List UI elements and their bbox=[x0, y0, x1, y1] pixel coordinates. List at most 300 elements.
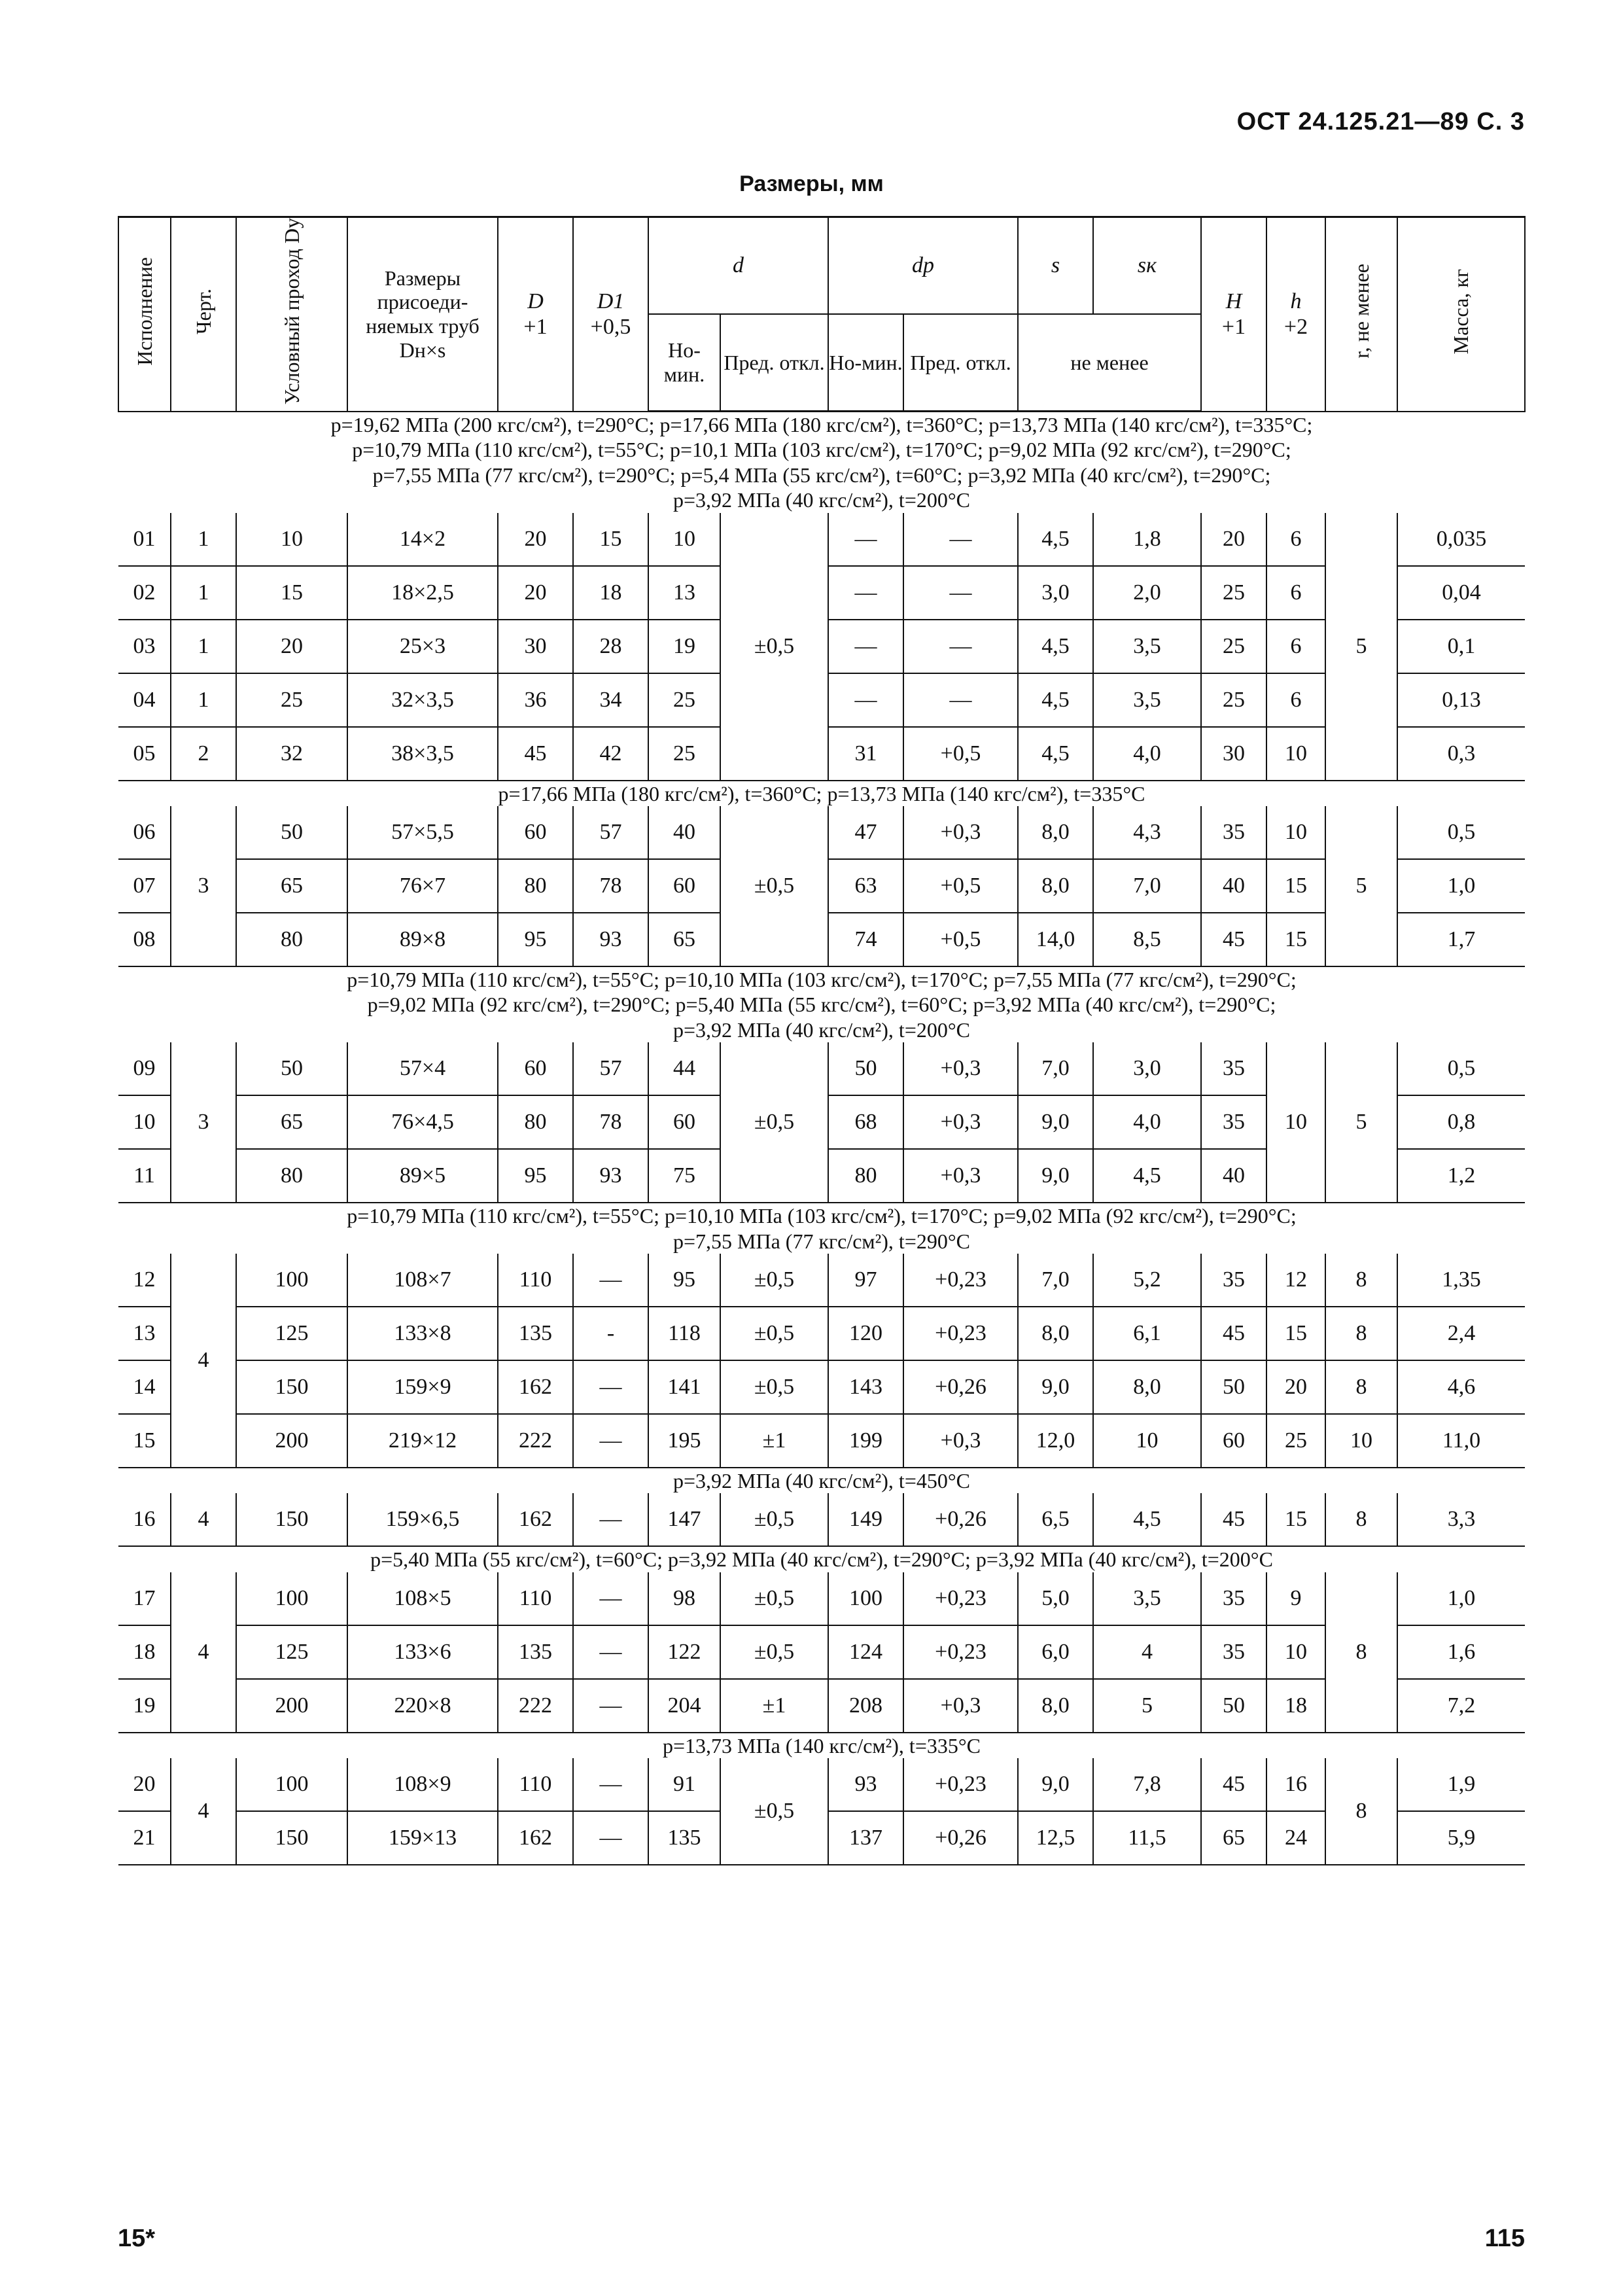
cell-col-6: 25 bbox=[648, 673, 720, 727]
group-condition bbox=[118, 966, 1525, 1042]
condition-line: p=10,79 МПа (110 кгс/см²), t=55°С; p=10,1 МПа (103 кгс/см²), t=170°С; p=9,02 МПа (92 кгс/см²), t=290°С; bbox=[352, 438, 1291, 462]
cell-col-10: 7,0 bbox=[1018, 1042, 1093, 1095]
cell-col-7: ±0,5 bbox=[720, 1254, 828, 1307]
cell-col-8: 124 bbox=[828, 1625, 903, 1679]
cell-col-10: 7,0 bbox=[1018, 1254, 1093, 1307]
cell-col-0: 09 bbox=[118, 1042, 171, 1095]
condition-line: p=7,55 МПа (77 кгс/см²), t=290°С; p=5,4 МПа (55 кгс/см²), t=60°С; p=3,92 МПа (40 кгс/см²), t=290°С; bbox=[372, 463, 1271, 487]
cell-col-3: 159×9 bbox=[347, 1360, 498, 1414]
cell-col-12: 35 bbox=[1201, 1042, 1266, 1095]
cell-col-8: 31 bbox=[828, 727, 903, 781]
cell-col-15: 1,7 bbox=[1397, 913, 1525, 966]
cell-col-5: — bbox=[573, 1254, 648, 1307]
cell-col-12: 25 bbox=[1201, 673, 1266, 727]
cell-col-11: 4,0 bbox=[1093, 727, 1201, 781]
cell-col-2: 10 bbox=[236, 513, 347, 566]
cell-col-12: 40 bbox=[1201, 859, 1266, 913]
cell-col-15: 0,1 bbox=[1397, 620, 1525, 673]
cell-col-10: 4,5 bbox=[1018, 620, 1093, 673]
cell-col-6: 65 bbox=[648, 913, 720, 966]
cell-col-12: 45 bbox=[1201, 913, 1266, 966]
cell-col-6: 44 bbox=[648, 1042, 720, 1095]
cell-col-15: 1,2 bbox=[1397, 1149, 1525, 1203]
table-header bbox=[118, 217, 1525, 412]
cell-col-0: 15 bbox=[118, 1414, 171, 1468]
cell-col-4: 162 bbox=[498, 1811, 573, 1865]
header-s: s bbox=[1018, 217, 1093, 315]
cell-col-2: 50 bbox=[236, 806, 347, 859]
cell-col-6: 204 bbox=[648, 1679, 720, 1733]
footer-page-number: 115 bbox=[1484, 2225, 1525, 2252]
cell-col-5: — bbox=[573, 1679, 648, 1733]
cell-col-10: 4,5 bbox=[1018, 673, 1093, 727]
cell-col-2: 125 bbox=[236, 1307, 347, 1360]
cell-col-6: 13 bbox=[648, 566, 720, 620]
group-condition bbox=[118, 781, 1525, 806]
cell-col-2: 200 bbox=[236, 1414, 347, 1468]
header-D bbox=[498, 217, 573, 412]
cell-col-2: 100 bbox=[236, 1254, 347, 1307]
cell-col-10: 9,0 bbox=[1018, 1360, 1093, 1414]
cell-col-10: 14,0 bbox=[1018, 913, 1093, 966]
cell-col-9: +0,3 bbox=[903, 1149, 1018, 1203]
header-dp: dр bbox=[828, 217, 1018, 315]
cell-col-5: 18 bbox=[573, 566, 648, 620]
cell-col-4: 162 bbox=[498, 1360, 573, 1414]
cell-col-13: 15 bbox=[1266, 1307, 1325, 1360]
cell-col-12: 50 bbox=[1201, 1679, 1266, 1733]
cell-col-9: +0,23 bbox=[903, 1572, 1018, 1625]
cell-col-0: 11 bbox=[118, 1149, 171, 1203]
cell-col-15: 3,3 bbox=[1397, 1493, 1525, 1546]
cell-col-2: 150 bbox=[236, 1811, 347, 1865]
cell-col-4: 80 bbox=[498, 1095, 573, 1149]
cell-col-0: 02 bbox=[118, 566, 171, 620]
cell-col-14: 5 bbox=[1325, 513, 1397, 781]
condition-line: p=3,92 МПа (40 кгс/см²), t=200°С bbox=[672, 488, 970, 512]
cell-col-7: ±0,5 bbox=[720, 1572, 828, 1625]
cell-col-6: 195 bbox=[648, 1414, 720, 1468]
cell-col-10: 5,0 bbox=[1018, 1572, 1093, 1625]
cell-col-10: 8,0 bbox=[1018, 859, 1093, 913]
cell-col-15: 5,9 bbox=[1397, 1811, 1525, 1865]
cell-col-13: 10 bbox=[1266, 806, 1325, 859]
cell-col-12: 35 bbox=[1201, 1625, 1266, 1679]
cell-col-4: 36 bbox=[498, 673, 573, 727]
header-sk: sк bbox=[1093, 217, 1201, 315]
cell-col-2: 150 bbox=[236, 1493, 347, 1546]
cell-col-10: 8,0 bbox=[1018, 806, 1093, 859]
header-d-pred: Пред. откл. bbox=[720, 314, 828, 412]
cell-col-0: 14 bbox=[118, 1360, 171, 1414]
cell-col-4: 110 bbox=[498, 1758, 573, 1811]
cell-col-9: +0,3 bbox=[903, 1414, 1018, 1468]
cell-col-5: — bbox=[573, 1758, 648, 1811]
cell-col-12: 35 bbox=[1201, 1095, 1266, 1149]
cell-col-8: 74 bbox=[828, 913, 903, 966]
cell-col-10: 9,0 bbox=[1018, 1758, 1093, 1811]
cell-col-9: +0,23 bbox=[903, 1625, 1018, 1679]
table-caption: Размеры, мм bbox=[739, 171, 884, 196]
cell-col-13: 10 bbox=[1266, 1042, 1325, 1203]
cell-col-2: 20 bbox=[236, 620, 347, 673]
cell-col-5: — bbox=[573, 1572, 648, 1625]
cell-col-2: 80 bbox=[236, 1149, 347, 1203]
cell-col-5: 78 bbox=[573, 1095, 648, 1149]
cell-col-10: 9,0 bbox=[1018, 1149, 1093, 1203]
cell-col-6: 60 bbox=[648, 859, 720, 913]
group-condition bbox=[118, 1468, 1525, 1493]
cell-col-0: 01 bbox=[118, 513, 171, 566]
cell-col-9: — bbox=[903, 513, 1018, 566]
table-row bbox=[118, 513, 1525, 566]
cell-col-13: 18 bbox=[1266, 1679, 1325, 1733]
cell-col-6: 75 bbox=[648, 1149, 720, 1203]
cell-col-14: 8 bbox=[1325, 1493, 1397, 1546]
cell-col-2: 150 bbox=[236, 1360, 347, 1414]
header-razmery-trub: Размеры присоеди-няемых труб Dн×s bbox=[347, 217, 498, 412]
header-chert: Черт. bbox=[171, 217, 236, 412]
cell-col-12: 40 bbox=[1201, 1149, 1266, 1203]
cell-col-3: 76×7 bbox=[347, 859, 498, 913]
group-condition bbox=[118, 1733, 1525, 1758]
cell-col-15: 0,13 bbox=[1397, 673, 1525, 727]
header-uslovny-prohod: Условный проход Dу bbox=[236, 217, 347, 412]
cell-col-1: 2 bbox=[171, 727, 236, 781]
cell-col-11: 4 bbox=[1093, 1625, 1201, 1679]
cell-col-12: 25 bbox=[1201, 620, 1266, 673]
cell-col-5: 28 bbox=[573, 620, 648, 673]
dimensions-table bbox=[118, 216, 1526, 1865]
cell-col-2: 65 bbox=[236, 1095, 347, 1149]
cell-col-15: 0,8 bbox=[1397, 1095, 1525, 1149]
cell-col-14: 8 bbox=[1325, 1758, 1397, 1865]
cell-col-0: 06 bbox=[118, 806, 171, 859]
cell-col-4: 20 bbox=[498, 513, 573, 566]
cell-col-7: ±0,5 bbox=[720, 513, 828, 781]
cell-col-2: 100 bbox=[236, 1758, 347, 1811]
cell-col-11: 7,0 bbox=[1093, 859, 1201, 913]
cell-col-8: 63 bbox=[828, 859, 903, 913]
cell-col-11: 8,5 bbox=[1093, 913, 1201, 966]
cell-col-8: 149 bbox=[828, 1493, 903, 1546]
cell-col-13: 6 bbox=[1266, 513, 1325, 566]
cell-col-10: 9,0 bbox=[1018, 1095, 1093, 1149]
cell-col-0: 20 bbox=[118, 1758, 171, 1811]
cell-col-13: 15 bbox=[1266, 859, 1325, 913]
cell-col-11: 4,5 bbox=[1093, 1493, 1201, 1546]
cell-col-11: 3,5 bbox=[1093, 1572, 1201, 1625]
cell-col-4: 60 bbox=[498, 1042, 573, 1095]
condition-line: p=3,92 МПа (40 кгс/см²), t=200°С bbox=[672, 1017, 970, 1042]
cell-col-10: 12,5 bbox=[1018, 1811, 1093, 1865]
header-D-tol: +1 bbox=[523, 315, 548, 340]
cell-col-5: 42 bbox=[573, 727, 648, 781]
header-r: r, не менее bbox=[1325, 217, 1397, 412]
cell-col-7: ±0,5 bbox=[720, 1307, 828, 1360]
condition-line: p=10,79 МПа (110 кгс/см²), t=55°С; p=10,10 МПа (103 кгс/см²), t=170°С; p=9,02 МПа (92 кгс/см²), t=290°С; bbox=[347, 1204, 1297, 1228]
cell-col-15: 0,5 bbox=[1397, 806, 1525, 859]
condition-line: p=7,55 МПа (77 кгс/см²), t=290°С bbox=[672, 1229, 970, 1253]
cell-col-5: — bbox=[573, 1493, 648, 1546]
cell-col-10: 4,5 bbox=[1018, 513, 1093, 566]
cell-col-8: 143 bbox=[828, 1360, 903, 1414]
header-H bbox=[1201, 217, 1266, 412]
cell-col-10: 4,5 bbox=[1018, 727, 1093, 781]
cell-col-6: 40 bbox=[648, 806, 720, 859]
cell-col-12: 45 bbox=[1201, 1307, 1266, 1360]
cell-col-10: 12,0 bbox=[1018, 1414, 1093, 1468]
cell-col-6: 19 bbox=[648, 620, 720, 673]
cell-col-8: 100 bbox=[828, 1572, 903, 1625]
cell-col-2: 50 bbox=[236, 1042, 347, 1095]
table-group bbox=[118, 1468, 1525, 1546]
cell-col-13: 6 bbox=[1266, 566, 1325, 620]
cell-col-4: 222 bbox=[498, 1414, 573, 1468]
cell-col-8: 80 bbox=[828, 1149, 903, 1203]
cell-col-2: 25 bbox=[236, 673, 347, 727]
cell-col-1: 3 bbox=[171, 1042, 236, 1203]
cell-col-9: — bbox=[903, 620, 1018, 673]
cell-col-14: 8 bbox=[1325, 1254, 1397, 1307]
cell-col-11: 3,5 bbox=[1093, 620, 1201, 673]
cell-col-10: 6,0 bbox=[1018, 1625, 1093, 1679]
cell-col-9: +0,26 bbox=[903, 1360, 1018, 1414]
table-group bbox=[118, 1733, 1525, 1865]
header-ne-menee: не менее bbox=[1018, 314, 1201, 412]
condition-line: p=5,40 МПа (55 кгс/см²), t=60°С; p=3,92 МПа (40 кгс/см²), t=290°С; p=3,92 МПа (40 кгс/см²), t=200°С bbox=[370, 1547, 1273, 1572]
cell-col-10: 6,5 bbox=[1018, 1493, 1093, 1546]
table-row bbox=[118, 1307, 1525, 1360]
cell-col-5: - bbox=[573, 1307, 648, 1360]
cell-col-8: 208 bbox=[828, 1679, 903, 1733]
cell-col-3: 25×3 bbox=[347, 620, 498, 673]
cell-col-4: 222 bbox=[498, 1679, 573, 1733]
footer-sheet-mark: 15* bbox=[118, 2225, 156, 2252]
cell-col-2: 200 bbox=[236, 1679, 347, 1733]
cell-col-7: ±1 bbox=[720, 1679, 828, 1733]
cell-col-7: ±0,5 bbox=[720, 1493, 828, 1546]
cell-col-9: +0,23 bbox=[903, 1307, 1018, 1360]
cell-col-5: 93 bbox=[573, 913, 648, 966]
cell-col-12: 65 bbox=[1201, 1811, 1266, 1865]
cell-col-6: 147 bbox=[648, 1493, 720, 1546]
cell-col-4: 95 bbox=[498, 1149, 573, 1203]
cell-col-6: 91 bbox=[648, 1758, 720, 1811]
cell-col-3: 89×5 bbox=[347, 1149, 498, 1203]
cell-col-12: 35 bbox=[1201, 1254, 1266, 1307]
cell-col-8: — bbox=[828, 620, 903, 673]
cell-col-4: 135 bbox=[498, 1307, 573, 1360]
cell-col-8: — bbox=[828, 566, 903, 620]
cell-col-4: 95 bbox=[498, 913, 573, 966]
cell-col-12: 45 bbox=[1201, 1493, 1266, 1546]
cell-col-11: 4,5 bbox=[1093, 1149, 1201, 1203]
cell-col-7: ±1 bbox=[720, 1414, 828, 1468]
cell-col-11: 4,0 bbox=[1093, 1095, 1201, 1149]
cell-col-9: +0,5 bbox=[903, 727, 1018, 781]
cell-col-6: 60 bbox=[648, 1095, 720, 1149]
cell-col-3: 159×6,5 bbox=[347, 1493, 498, 1546]
table-row bbox=[118, 1679, 1525, 1733]
cell-col-2: 65 bbox=[236, 859, 347, 913]
cell-col-9: +0,3 bbox=[903, 1095, 1018, 1149]
cell-col-3: 108×7 bbox=[347, 1254, 498, 1307]
cell-col-15: 1,0 bbox=[1397, 859, 1525, 913]
header-h-tol: +2 bbox=[1283, 315, 1308, 340]
cell-col-15: 1,9 bbox=[1397, 1758, 1525, 1811]
cell-col-6: 98 bbox=[648, 1572, 720, 1625]
cell-col-1: 3 bbox=[171, 806, 236, 966]
cell-col-8: 50 bbox=[828, 1042, 903, 1095]
table-row bbox=[118, 1414, 1525, 1468]
cell-col-8: 199 bbox=[828, 1414, 903, 1468]
cell-col-15: 0,035 bbox=[1397, 513, 1525, 566]
cell-col-15: 1,35 bbox=[1397, 1254, 1525, 1307]
table-row bbox=[118, 1254, 1525, 1307]
cell-col-1: 1 bbox=[171, 513, 236, 566]
cell-col-11: 4,3 bbox=[1093, 806, 1201, 859]
cell-col-14: 8 bbox=[1325, 1572, 1397, 1733]
cell-col-0: 08 bbox=[118, 913, 171, 966]
cell-col-6: 135 bbox=[648, 1811, 720, 1865]
cell-col-5: 57 bbox=[573, 806, 648, 859]
cell-col-3: 108×5 bbox=[347, 1572, 498, 1625]
cell-col-12: 35 bbox=[1201, 1572, 1266, 1625]
cell-col-1: 1 bbox=[171, 620, 236, 673]
cell-col-4: 110 bbox=[498, 1254, 573, 1307]
cell-col-0: 13 bbox=[118, 1307, 171, 1360]
cell-col-11: 11,5 bbox=[1093, 1811, 1201, 1865]
cell-col-13: 25 bbox=[1266, 1414, 1325, 1468]
cell-col-12: 50 bbox=[1201, 1360, 1266, 1414]
cell-col-7: ±0,5 bbox=[720, 806, 828, 966]
cell-col-12: 30 bbox=[1201, 727, 1266, 781]
cell-col-6: 25 bbox=[648, 727, 720, 781]
cell-col-11: 5,2 bbox=[1093, 1254, 1201, 1307]
cell-col-11: 1,8 bbox=[1093, 513, 1201, 566]
cell-col-10: 8,0 bbox=[1018, 1307, 1093, 1360]
cell-col-13: 12 bbox=[1266, 1254, 1325, 1307]
cell-col-15: 2,4 bbox=[1397, 1307, 1525, 1360]
cell-col-4: 80 bbox=[498, 859, 573, 913]
cell-col-10: 8,0 bbox=[1018, 1679, 1093, 1733]
cell-col-0: 16 bbox=[118, 1493, 171, 1546]
cell-col-0: 05 bbox=[118, 727, 171, 781]
cell-col-13: 10 bbox=[1266, 727, 1325, 781]
table-group bbox=[118, 412, 1525, 781]
cell-col-9: +0,23 bbox=[903, 1254, 1018, 1307]
header-d-nomin: Но-мин. bbox=[648, 314, 720, 412]
condition-line: p=10,79 МПа (110 кгс/см²), t=55°С; p=10,10 МПа (103 кгс/см²), t=170°С; p=7,55 МПа (77 кгс/см²), t=290°С; bbox=[347, 967, 1297, 991]
cell-col-7: ±0,5 bbox=[720, 1625, 828, 1679]
cell-col-0: 21 bbox=[118, 1811, 171, 1865]
cell-col-11: 10 bbox=[1093, 1414, 1201, 1468]
cell-col-2: 80 bbox=[236, 913, 347, 966]
cell-col-11: 5 bbox=[1093, 1679, 1201, 1733]
cell-col-8: 97 bbox=[828, 1254, 903, 1307]
cell-col-4: 60 bbox=[498, 806, 573, 859]
cell-col-8: 68 bbox=[828, 1095, 903, 1149]
cell-col-15: 0,3 bbox=[1397, 727, 1525, 781]
group-condition bbox=[118, 1546, 1525, 1572]
header-D1-symbol: D1 bbox=[597, 289, 625, 314]
cell-col-0: 04 bbox=[118, 673, 171, 727]
table-row bbox=[118, 1042, 1525, 1095]
cell-col-8: — bbox=[828, 513, 903, 566]
cell-col-11: 8,0 bbox=[1093, 1360, 1201, 1414]
cell-col-4: 45 bbox=[498, 727, 573, 781]
header-ispolnenie: Исполнение bbox=[118, 217, 171, 412]
cell-col-8: 47 bbox=[828, 806, 903, 859]
cell-col-12: 35 bbox=[1201, 806, 1266, 859]
cell-col-2: 100 bbox=[236, 1572, 347, 1625]
condition-line: p=9,02 МПа (92 кгс/см²), t=290°С; p=5,40 МПа (55 кгс/см²), t=60°С; p=3,92 МПа (40 кгс/см²), t=290°С; bbox=[367, 993, 1276, 1017]
cell-col-14: 5 bbox=[1325, 1042, 1397, 1203]
cell-col-14: 8 bbox=[1325, 1360, 1397, 1414]
cell-col-1: 1 bbox=[171, 566, 236, 620]
cell-col-6: 10 bbox=[648, 513, 720, 566]
cell-col-0: 19 bbox=[118, 1679, 171, 1733]
cell-col-8: 137 bbox=[828, 1811, 903, 1865]
cell-col-12: 60 bbox=[1201, 1414, 1266, 1468]
cell-col-15: 1,0 bbox=[1397, 1572, 1525, 1625]
cell-col-2: 32 bbox=[236, 727, 347, 781]
cell-col-15: 0,04 bbox=[1397, 566, 1525, 620]
cell-col-5: 15 bbox=[573, 513, 648, 566]
cell-col-15: 11,0 bbox=[1397, 1414, 1525, 1468]
cell-col-6: 141 bbox=[648, 1360, 720, 1414]
cell-col-15: 7,2 bbox=[1397, 1679, 1525, 1733]
cell-col-13: 9 bbox=[1266, 1572, 1325, 1625]
cell-col-3: 57×5,5 bbox=[347, 806, 498, 859]
cell-col-9: — bbox=[903, 673, 1018, 727]
cell-col-4: 135 bbox=[498, 1625, 573, 1679]
table-group bbox=[118, 966, 1525, 1203]
cell-col-5: — bbox=[573, 1625, 648, 1679]
cell-col-6: 95 bbox=[648, 1254, 720, 1307]
cell-col-10: 3,0 bbox=[1018, 566, 1093, 620]
cell-col-13: 10 bbox=[1266, 1625, 1325, 1679]
running-head: ОСТ 24.125.21—89 С. 3 bbox=[1236, 108, 1525, 135]
cell-col-1: 4 bbox=[171, 1254, 236, 1468]
cell-col-13: 24 bbox=[1266, 1811, 1325, 1865]
cell-col-3: 220×8 bbox=[347, 1679, 498, 1733]
cell-col-3: 159×13 bbox=[347, 1811, 498, 1865]
cell-col-0: 03 bbox=[118, 620, 171, 673]
cell-col-5: — bbox=[573, 1414, 648, 1468]
cell-col-1: 4 bbox=[171, 1572, 236, 1733]
cell-col-15: 0,5 bbox=[1397, 1042, 1525, 1095]
condition-line: p=13,73 МПа (140 кгс/см²), t=335°С bbox=[662, 1733, 981, 1757]
cell-col-2: 125 bbox=[236, 1625, 347, 1679]
cell-col-3: 38×3,5 bbox=[347, 727, 498, 781]
cell-col-3: 133×6 bbox=[347, 1625, 498, 1679]
cell-col-9: +0,3 bbox=[903, 806, 1018, 859]
table-group bbox=[118, 781, 1525, 966]
cell-col-3: 57×4 bbox=[347, 1042, 498, 1095]
cell-col-7: ±0,5 bbox=[720, 1042, 828, 1203]
cell-col-3: 18×2,5 bbox=[347, 566, 498, 620]
cell-col-11: 2,0 bbox=[1093, 566, 1201, 620]
table-row bbox=[118, 1625, 1525, 1679]
cell-col-6: 118 bbox=[648, 1307, 720, 1360]
header-d: d bbox=[648, 217, 828, 315]
cell-col-12: 45 bbox=[1201, 1758, 1266, 1811]
table-row bbox=[118, 806, 1525, 859]
header-D1 bbox=[573, 217, 648, 412]
cell-col-4: 30 bbox=[498, 620, 573, 673]
